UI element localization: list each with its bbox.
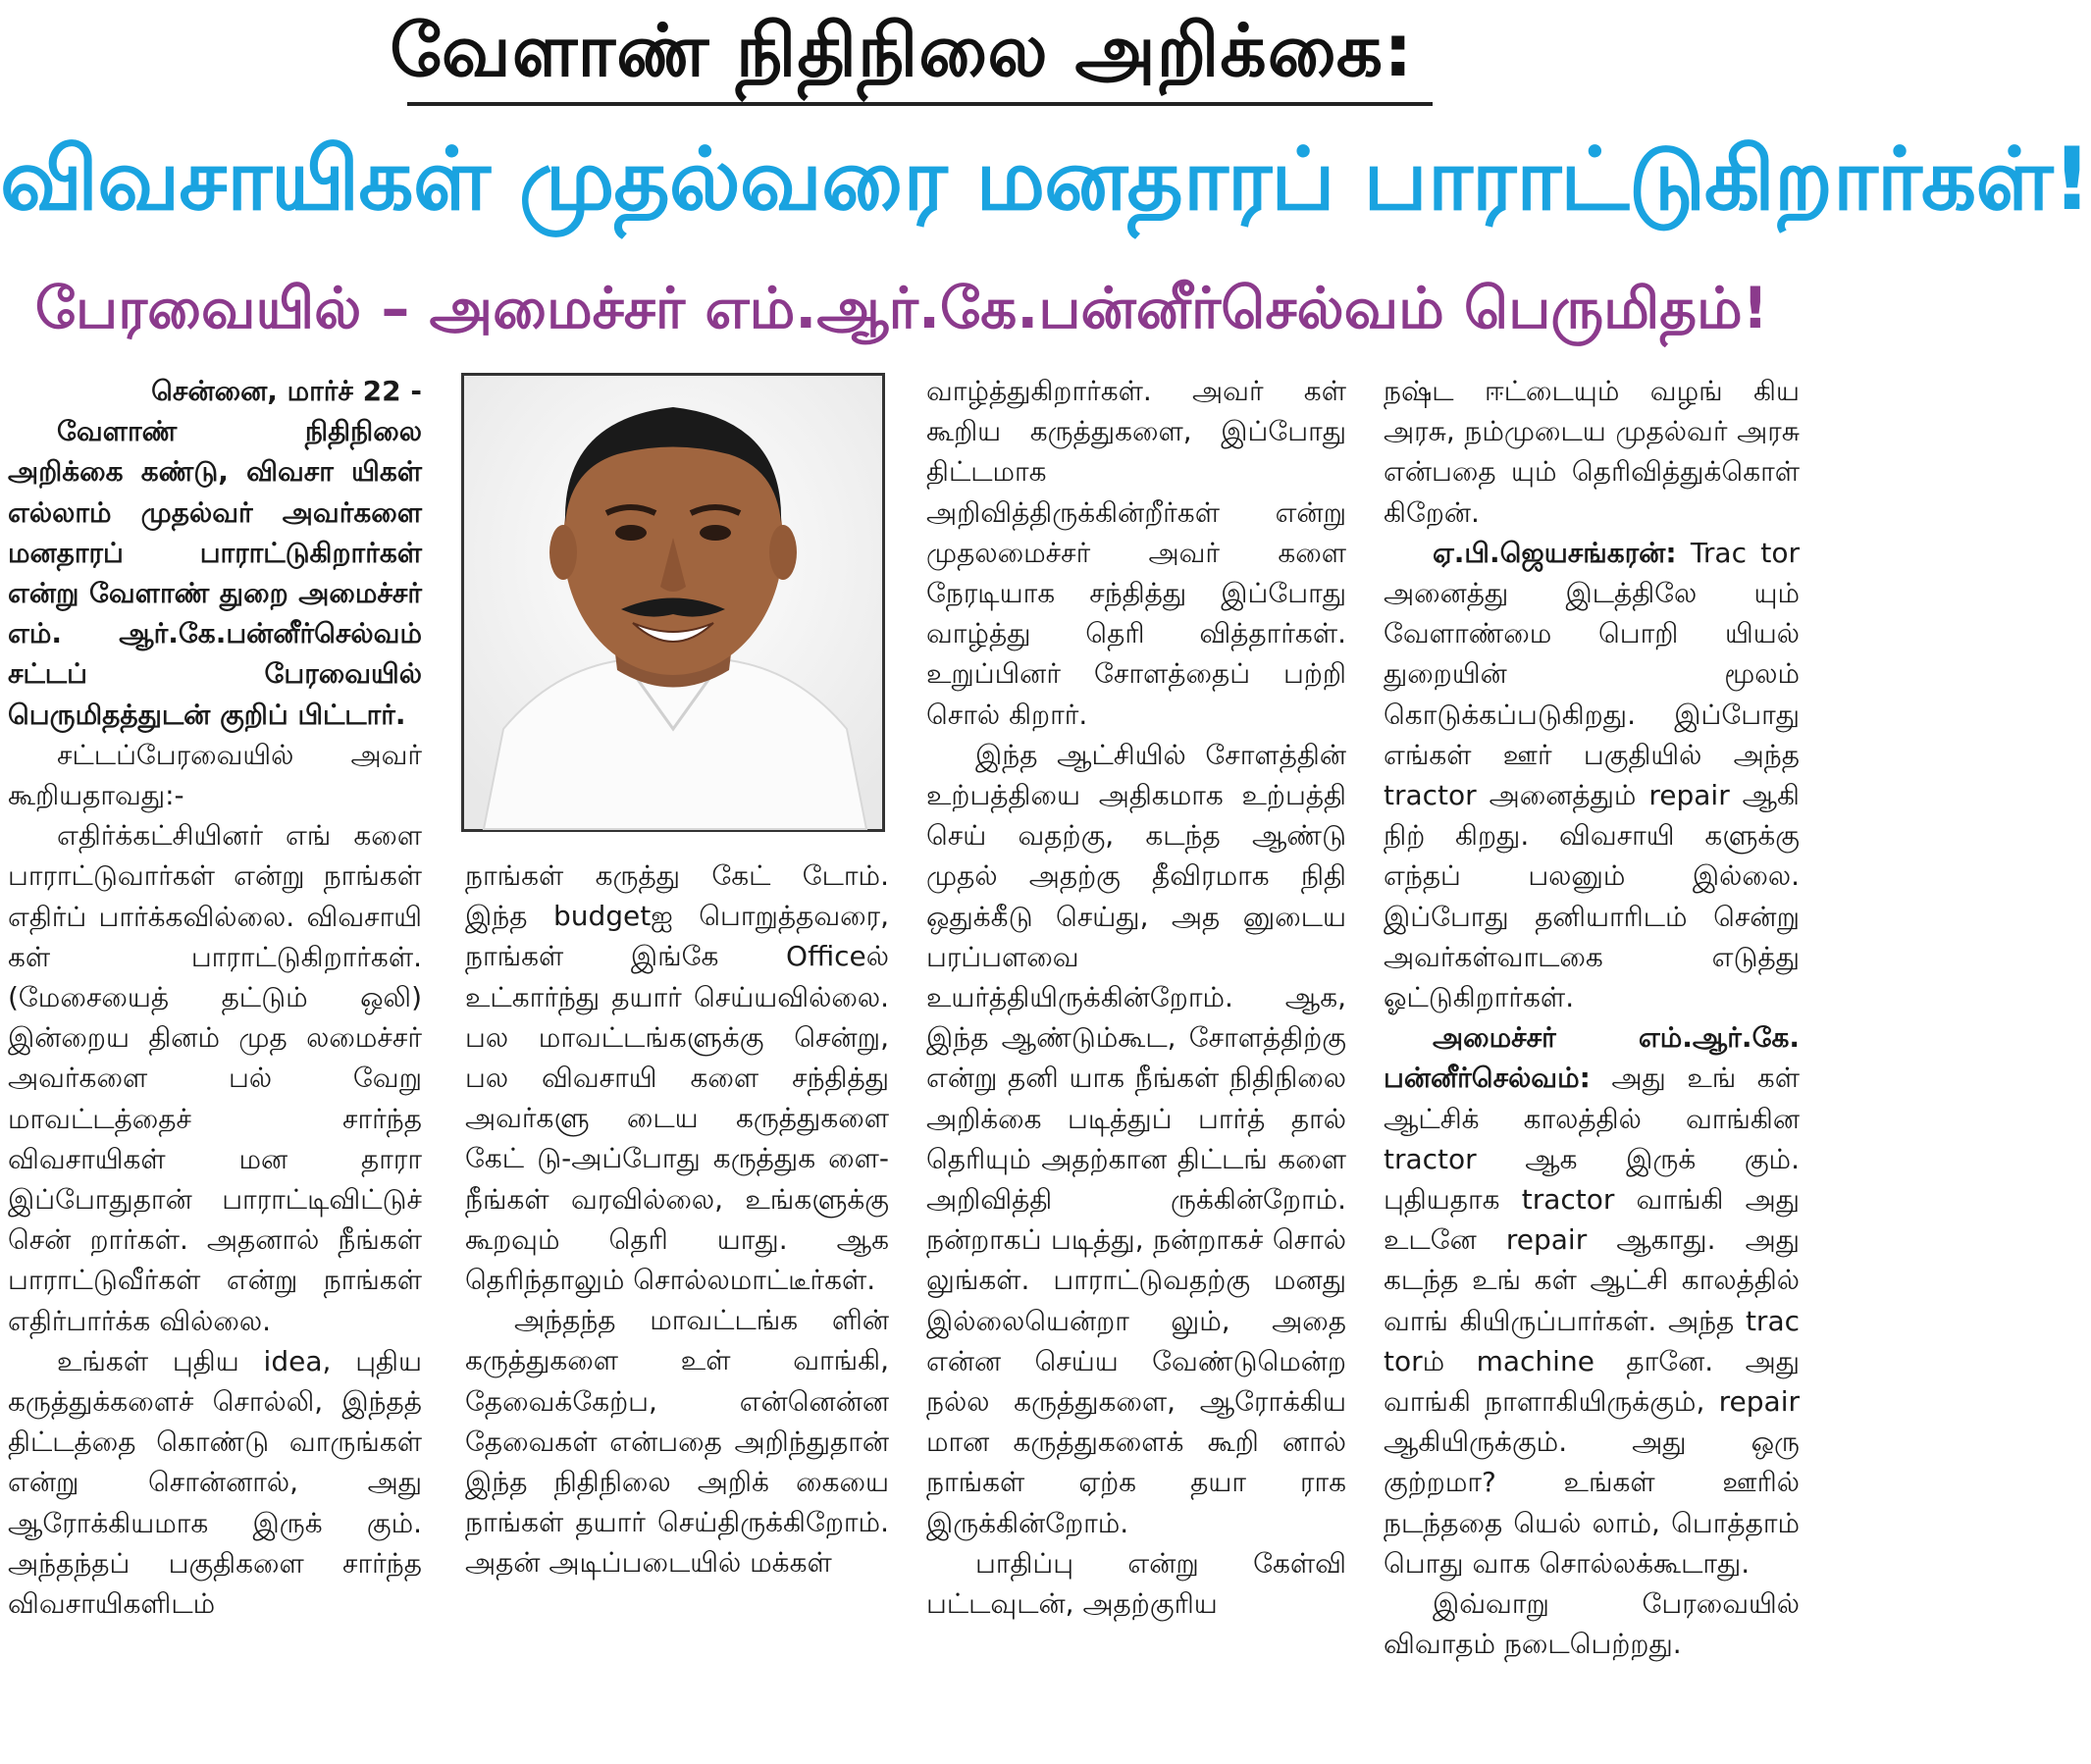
paragraph: இந்த ஆட்சியில் சோளத்தின் உற்பத்தியை அதிகமாக உற்பத்தி செய் வதற்கு, கடந்த ஆண்டு முதல் அதற்கு தீவிரமாக நிதி ஒதுக்கீடு செய்து, அத னுடைய பரப்பளவை உயர்த்தியிருக்கின்றோம். ஆக, இந்த ஆண்டும்கூட, சோளத்திற்கு என்று தனி யாக நீங்கள் நிதிநிலை அறிக்கை படித்துப் பார்த் தால் தெரியும் அதற்கான திட்டங் களை அறிவித்தி ருக்கின்றோம். நன்றாகப் படித்து, நன்றாகச் சொல் லுங்கள். பாராட்டுவதற்கு மனது இல்லையென்றா லும், அதை என்ன செய்ய வேண்டுமென்ற நல்ல கருத்துகளை, ஆரோக்கிய மான கருத்துகளைக் கூறி னால் நாங்கள் ஏற்க தயா ராக இருக்கின்றோம்.: [926, 738, 1346, 1539]
paragraph: சட்டப்பேரவையில் அவர் கூறியதாவது:-: [8, 738, 422, 812]
paragraph: எதிர்க்கட்சியினர் எங் களை பாராட்டுவார்கள் என்று நாங்கள் எதிர்ப் பார்க்கவில்லை. விவசாயி கள் பாராட்டுகிறார்கள். (மேசையைத் தட்டும் ஒலி) இன்றைய தினம் முத லமைச்சர் அவர்களை பல் வேறு மாவட்டத்தைச் சார்ந்த விவசாயிகள் மன தாரா இப்போதுதான் பாராட்டிவிட்டுச் சென் றார்கள். அதனால் நீங்கள் பாராட்டுவீர்கள் என்று நாங்கள் எதிர்பார்க்க வில்லை.: [8, 819, 422, 1337]
kicker-title: வேளாண் நிதிநிலை அறிக்கை:: [390, 9, 1414, 93]
paragraph: இவ்வாறு பேரவையில் விவாதம் நடைபெற்றது.: [1384, 1587, 1800, 1661]
speaker-text: Trac tor அனைத்து இடத்திலே யும் வேளாண்மை பொறி யியல் துறையின் மூலம் கொடுக்கப்படுகிறது. இப்போது எங்கள் ஊர் பகுதியில் அந்த tractor அனைத்தும் repair ஆகி நிற் கிறது. விவசாயி களுக்கு எந்தப் பலனும் இல்லை. இப்போது தனியாரிடம் சென்று அவர்கள்வாடகை எடுத்து ஓட்டுகிறார்கள்.: [1384, 536, 1800, 1014]
paragraph: உங்கள் புதிய idea, புதிய கருத்துக்களைச் சொல்லி, இந்தத் திட்டத்தை கொண்டு வாருங்கள் என்று சொன்னால், அது ஆரோக்கியமாக இருக் கும். அந்தந்தப் பகுதிகளை சார்ந்த விவசாயிகளிடம்: [8, 1344, 422, 1621]
article-column-2: [465, 856, 889, 1754]
paragraph: அந்தந்த மாவட்டங்க ளின் கருத்துகளை உள் வாங்கி, தேவைக்கேற்ப, என்னென்ன தேவைகள் என்பதை அறிந்துதான் இந்த நிதிநிலை அறிக் கையை நாங்கள் தயார் செய்திருக்கிறோம். அதன் அடிப்படையில் மக்கள்: [465, 1304, 889, 1580]
article-column-1: [8, 371, 422, 1754]
speaker-text: அது உங் கள் ஆட்சிக் காலத்தில் வாங்கின tractor ஆக இருக் கும். புதியதாக tractor வாங்கி அது உடனே repair ஆகாது. அது கடந்த உங் கள் ஆட்சி காலத்தில் வாங் கியிருப்பார்கள். அந்த trac torம் machine தானே. அது வாங்கி நாளாகியிருக்கும், repair ஆகியிருக்கும். அது ஒரு குற்றமா? உங்கள் ஊரில் நடந்ததை யெல் லாம், பொத்தாம் பொது வாக சொல்லக்கூடாது.: [1384, 1062, 1800, 1580]
subheadline: பேரவையில் – அமைச்சர் எம்.ஆர்.கே.பன்னீர்செல்வம் பெருமிதம்!: [34, 275, 1769, 341]
article-column-3: [926, 371, 1346, 1754]
paragraph: [1384, 533, 1800, 1017]
paragraph: பாதிப்பு என்று கேள்வி பட்டவுடன், அதற்குரிய: [926, 1546, 1346, 1621]
paragraph: [1384, 1017, 1800, 1583]
minister-photo: [461, 373, 885, 832]
paragraph: வாழ்த்துகிறார்கள். அவர் கள் கூறிய கருத்துகளை, இப்போது திட்டமாக அறிவித்திருக்கின்றீர்கள் என்று முதலமைச்சர் அவர் களை நேரடியாக சந்தித்து இப்போது வாழ்த்து தெரி வித்தார்கள். உறுப்பினர் சோளத்தைப் பற்றி சொல் கிறார்.: [926, 375, 1346, 731]
lead-paragraph: வேளாண் நிதிநிலை அறிக்கை கண்டு, விவசா யிகள் எல்லாம் முதல்வர் அவர்களை மனதாரப் பாராட்டுகிறார்கள் என்று வேளாண் துறை அமைச்சர் எம். ஆர்.கே.பன்னீர்செல்வம் சட்டப் பேரவையில் பெருமிதத்துடன் குறிப் பிட்டார்.: [8, 415, 422, 731]
paragraph: நாங்கள் கருத்து கேட் டோம். இந்த budgetஐ பொறுத்தவரை, நாங்கள் இங்கே Officeல் உட்கார்ந்து தயார் செய்யவில்லை. பல மாவட்டங்களுக்கு சென்று, பல விவசாயி களை சந்தித்து அவர்களு டைய கருத்துகளை கேட் டு-அப்போது கருத்துக ளை-நீங்கள் வரவில்லை, உங்களுக்கு கூறவும் தெரி யாது. ஆக தெரிந்தாலும் சொல்லமாட்டீர்கள்.: [465, 859, 889, 1297]
portrait-image: [464, 376, 882, 829]
headline: விவசாயிகள் முதல்வரை மனதாரப் பாராட்டுகிறார்கள்!: [0, 129, 2091, 230]
kicker-underline: [407, 102, 1433, 106]
speaker-name: அமைச்சர் எம்.ஆர்.கே. பன்னீர்செல்வம்:: [1384, 1021, 1800, 1095]
paragraph: நஷ்ட ஈட்டையும் வழங் கிய அரசு, நம்முடைய முதல்வர் அரசு என்பதை யும் தெரிவித்துக்கொள் கிறேன்.: [1384, 375, 1800, 529]
article-column-4: [1384, 371, 1800, 1754]
speaker-name: ஏ.பி.ஜெயசங்கரன்:: [1433, 536, 1677, 569]
dateline: சென்னை, மார்ச் 22 -: [151, 375, 422, 407]
